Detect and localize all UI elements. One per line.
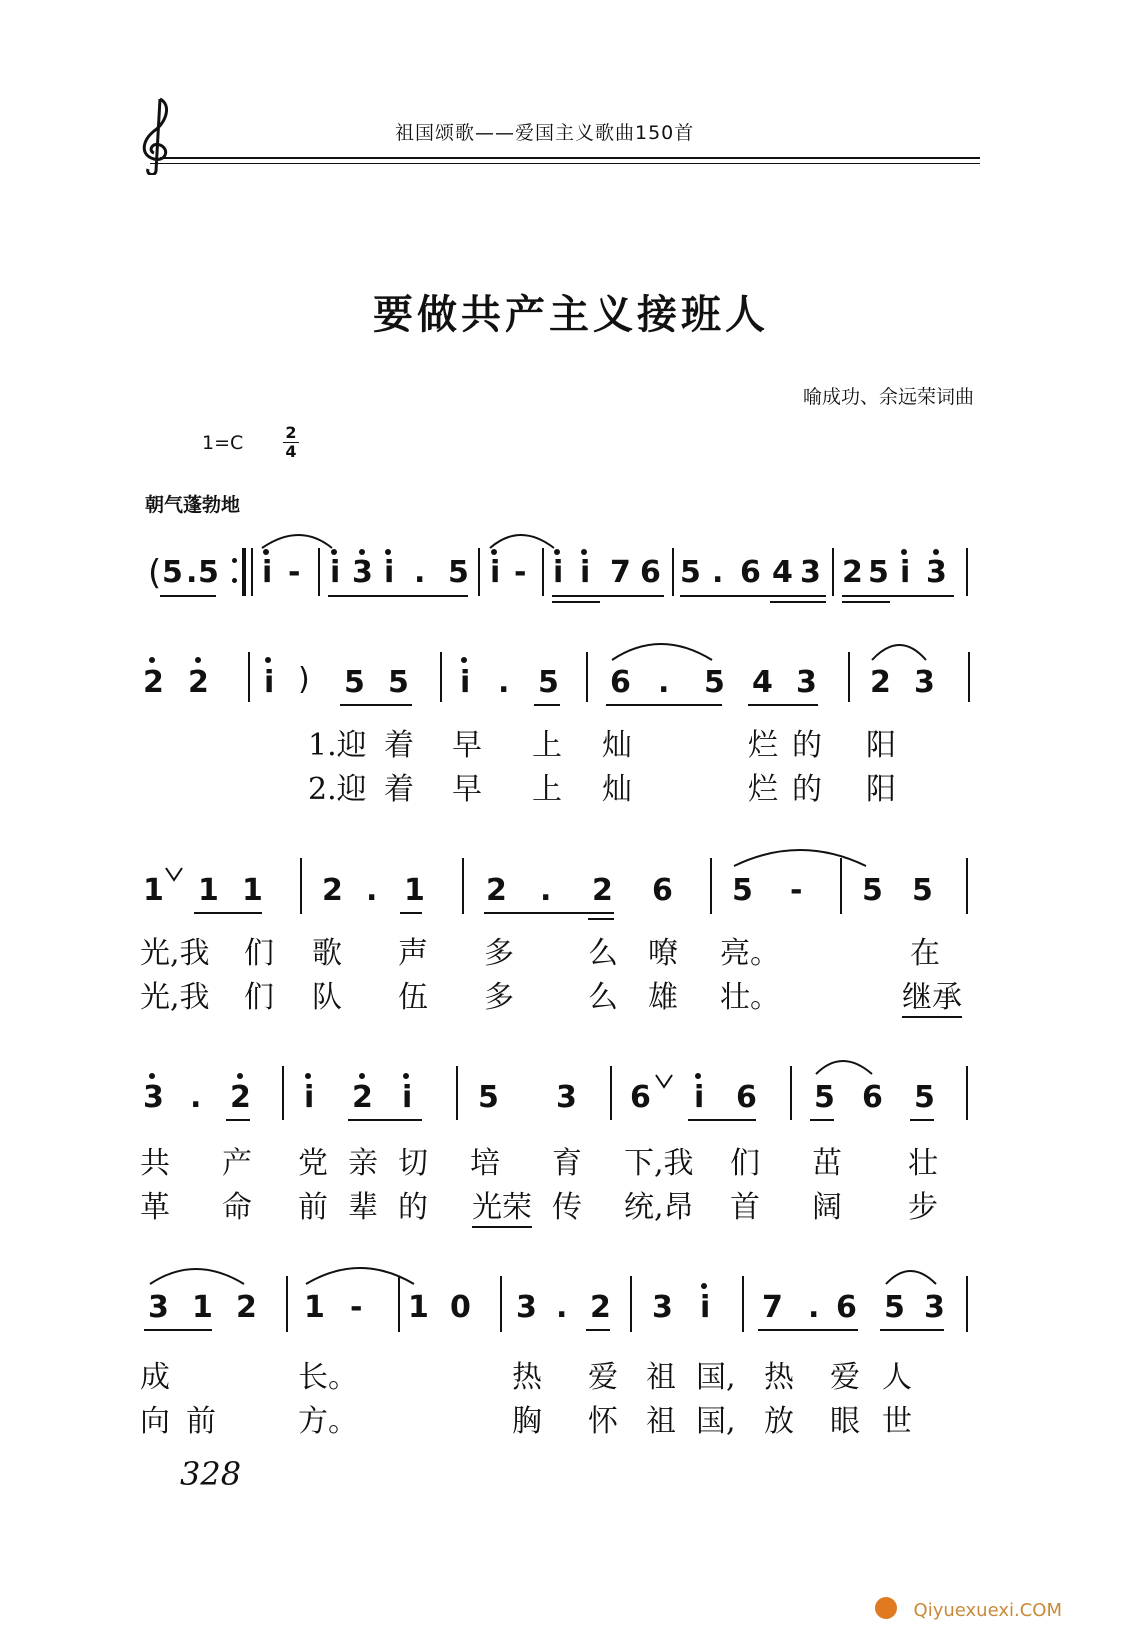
lyric-syllable: 热 xyxy=(512,1360,542,1395)
lyric-syllable-underlined: 继承 xyxy=(902,972,962,1018)
octave-dot xyxy=(461,657,467,663)
octave-dot xyxy=(265,657,271,663)
octave-dot xyxy=(149,1073,155,1079)
lyric-syllable: 切 xyxy=(398,1146,428,1181)
lyric-syllable: 着 xyxy=(384,728,414,763)
watermark: Qiyuexuexi.COM xyxy=(913,1600,1062,1621)
octave-dot xyxy=(305,1073,311,1079)
lyric-syllable: 放 xyxy=(764,1404,794,1439)
slur xyxy=(886,1271,936,1284)
lyric-syllable: 的 xyxy=(398,1190,428,1225)
time-signature xyxy=(283,425,299,460)
lyric-syllable: 国, xyxy=(696,1404,736,1439)
lyric-syllable: 阳 xyxy=(866,772,896,807)
watermark-logo-icon xyxy=(875,1597,897,1619)
lyric-syllable: 革 xyxy=(140,1190,170,1225)
lyric-syllable: 祖 xyxy=(646,1404,676,1439)
lyric-syllable: 世 xyxy=(882,1404,912,1439)
lyric-syllable: 声 xyxy=(398,936,428,971)
lyric-syllable: 壮。 xyxy=(720,980,780,1015)
octave-dot xyxy=(149,657,155,663)
lyric-syllable: 烂 xyxy=(748,772,778,807)
lyric-syllable: 们 xyxy=(244,936,274,971)
lyric-syllable: 么 xyxy=(588,936,618,971)
tempo-marking: 朝气蓬勃地 xyxy=(145,494,241,516)
header-rule-thin xyxy=(150,163,980,164)
lyric-syllable: 1.迎 xyxy=(308,728,367,763)
lyric-syllable: 早 xyxy=(452,728,482,763)
lyric-syllable: 光,我 xyxy=(140,980,210,1015)
lyric-syllable: 党 xyxy=(298,1146,328,1181)
breath-mark xyxy=(166,868,182,880)
lyric-syllable: 产 xyxy=(222,1146,252,1181)
lyric-syllable: 光,我 xyxy=(140,936,210,971)
slur xyxy=(490,535,554,548)
lyric-syllable: 雄 xyxy=(648,980,678,1015)
octave-dot xyxy=(237,1073,243,1079)
lyric-syllable: 国, xyxy=(696,1360,736,1395)
lyric-syllable: 队 xyxy=(312,980,342,1015)
lyric-syllable: 辈 xyxy=(348,1190,378,1225)
lyric-syllable-underlined: 光荣 xyxy=(472,1182,532,1228)
lyric-syllable: 阳 xyxy=(866,728,896,763)
lyric-syllable: 们 xyxy=(730,1146,760,1181)
lyric-syllable: 爱 xyxy=(830,1360,860,1395)
time-signature-bottom: 4 xyxy=(285,442,297,461)
lyric-syllable: 的 xyxy=(792,728,822,763)
page-number: 328 xyxy=(180,1455,242,1493)
lyric-syllable: 培 xyxy=(470,1146,500,1181)
lyric-syllable: 么 xyxy=(588,980,618,1015)
lyric-syllable: 长。 xyxy=(298,1360,358,1395)
lyric-syllable: 成 xyxy=(140,1360,170,1395)
slur xyxy=(816,1061,872,1074)
lyric-syllable: 上 xyxy=(532,728,562,763)
lyric-syllable: 方。 xyxy=(298,1404,358,1439)
lyric-syllable: 首 xyxy=(730,1190,760,1225)
lyric-syllable: 祖 xyxy=(646,1360,676,1395)
slur xyxy=(612,644,712,660)
lyric-syllable: 多 xyxy=(484,980,514,1015)
lyric-syllable: 热 xyxy=(764,1360,794,1395)
lyric-syllable: 们 xyxy=(244,980,274,1015)
lyric-syllable: 多 xyxy=(484,936,514,971)
octave-dot xyxy=(403,1073,409,1079)
lyric-syllable: 歌 xyxy=(312,936,342,971)
lyric-syllable: 着 xyxy=(384,772,414,807)
lyric-syllable: 茁 xyxy=(812,1146,842,1181)
lyric-syllable: 亲 xyxy=(348,1146,378,1181)
lyric-syllable: 共 xyxy=(140,1146,170,1181)
lyric-syllable: 在 xyxy=(910,936,940,971)
lyric-syllable: 爱 xyxy=(588,1360,618,1395)
time-signature-top: 2 xyxy=(285,423,297,442)
lyric-syllable: 烂 xyxy=(748,728,778,763)
lyric-syllable: 怀 xyxy=(588,1404,618,1439)
slur xyxy=(734,850,866,866)
lyric-syllable: 的 xyxy=(792,772,822,807)
lyric-syllable: 伍 xyxy=(398,980,428,1015)
lyric-syllable: 亮。 xyxy=(720,936,780,971)
lyric-syllable: 2.迎 xyxy=(308,772,367,807)
lyric-syllable: 上 xyxy=(532,772,562,807)
lyric-syllable: 向 xyxy=(140,1404,170,1439)
slur xyxy=(150,1269,244,1284)
lyric-syllable: 灿 xyxy=(602,728,632,763)
octave-dot xyxy=(359,1073,365,1079)
octave-dot xyxy=(701,1283,707,1289)
lyric-syllable: 统,昂 xyxy=(624,1190,694,1225)
lyric-syllable: 眼 xyxy=(830,1404,860,1439)
key-signature: 1=C xyxy=(202,432,244,454)
lyric-syllable: 嘹 xyxy=(648,936,678,971)
octave-dot xyxy=(695,1073,701,1079)
lyric-syllable: 阔 xyxy=(812,1190,842,1225)
slur xyxy=(262,535,332,548)
octave-dot xyxy=(195,657,201,663)
lyric-syllable: 前 xyxy=(298,1190,328,1225)
lyric-syllable: 早 xyxy=(452,772,482,807)
lyric-syllable: 灿 xyxy=(602,772,632,807)
slur xyxy=(872,645,926,660)
song-title: 要做共产主义接班人 xyxy=(373,291,769,338)
header-rule xyxy=(160,157,980,159)
lyric-syllable: 传 xyxy=(552,1190,582,1225)
lyric-syllable: 胸 xyxy=(512,1404,542,1439)
lyric-syllable: 命 xyxy=(222,1190,252,1225)
composer-credit: 喻成功、余远荣词曲 xyxy=(802,386,974,408)
lyric-syllable: 下,我 xyxy=(624,1146,694,1181)
breath-mark xyxy=(656,1075,672,1087)
lyric-syllable: 育 xyxy=(552,1146,582,1181)
lyric-syllable: 步 xyxy=(908,1190,938,1225)
running-header: 祖国颂歌——爱国主义歌曲150首 xyxy=(395,122,695,144)
lyric-syllable: 壮 xyxy=(908,1146,938,1181)
lyric-syllable: 前 xyxy=(186,1404,216,1439)
lyric-syllable: 人 xyxy=(882,1360,912,1395)
